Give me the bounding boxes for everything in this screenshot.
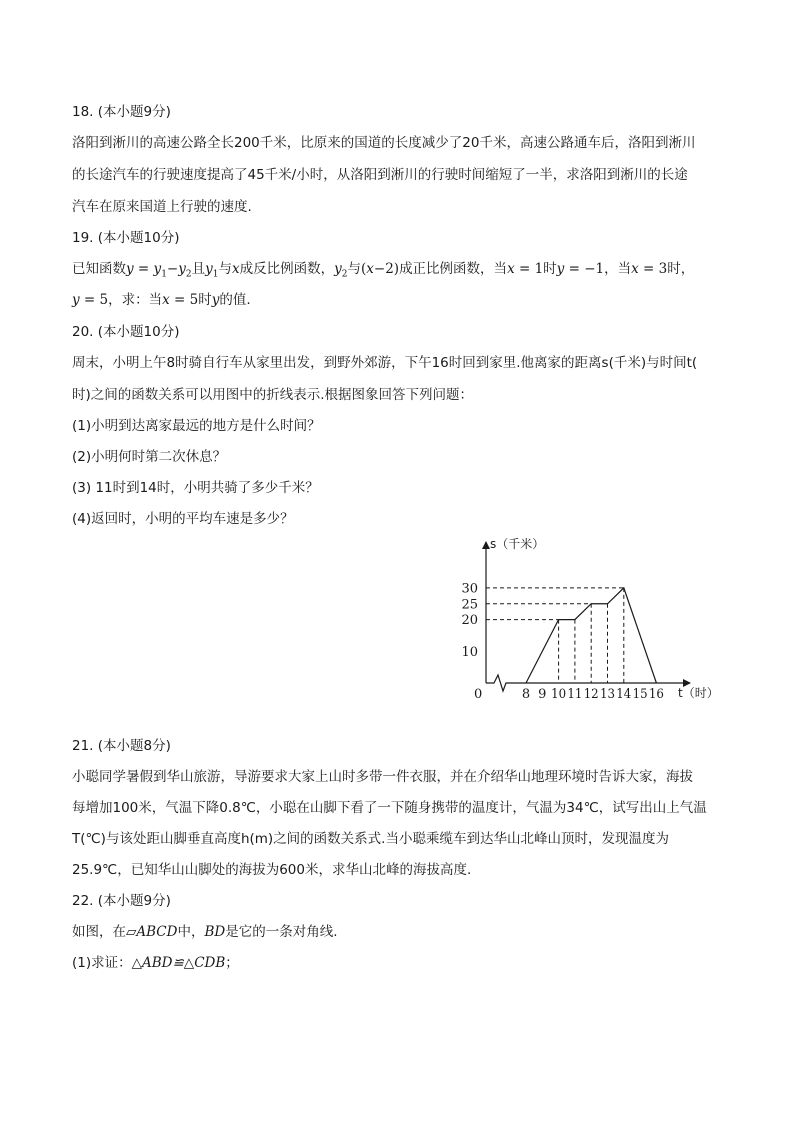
x-tick-0: 0 bbox=[474, 687, 483, 702]
x-tick-8: 8 bbox=[521, 687, 531, 702]
q21-text-line4: 25.9℃，已知华山山脚处的海拔为600米，求华山北峰的海拔高度. bbox=[72, 862, 472, 878]
y-axis-label: s（千米） bbox=[490, 537, 545, 551]
x-tick-16: 16 bbox=[648, 687, 664, 702]
q18-text-line1: 洛阳到淅川的高速公路全长200千米，比原来的国道的长度减少了20千米，高速公路通车后，洛阳到淅川 bbox=[72, 135, 696, 151]
q21-header: 21. (本小题8分) bbox=[72, 738, 171, 754]
q20-sub2: (2)小明何时第二次休息？ bbox=[72, 449, 227, 465]
x-tick-10: 10 bbox=[551, 687, 567, 702]
distance-time-graph bbox=[440, 530, 730, 710]
x-tick-12: 12 bbox=[583, 687, 599, 702]
q21-text-line3: T(℃)与该处距山脚垂直高度h(m)之间的函数关系式.当小聪乘缆车到达华山北峰山顶时，发现温度为 bbox=[72, 831, 669, 847]
y-tick-labels bbox=[461, 581, 478, 659]
x-tick-9: 9 bbox=[538, 687, 547, 702]
q22-sub1: (1)求证：△ABD≌△CDB； bbox=[72, 955, 239, 971]
q19-text-line2: y = 5，求：当x = 5时y的值. bbox=[72, 292, 251, 308]
q20-sub1: (1)小明到达离家最远的地方是什么时间？ bbox=[72, 418, 321, 434]
x-axis-label: t（时） bbox=[678, 686, 719, 700]
q18-text-line2: 的长途汽车的行驶速度提高了45千米/小时，从洛阳到淅川的行驶时间缩短了一半，求洛阳到淅川的长途 bbox=[72, 167, 688, 183]
q19-header: 19. (本小题10分) bbox=[72, 230, 180, 246]
q21-text-line1: 小聪同学暑假到华山旅游，导游要求大家上山时多带一件衣服，并在介绍华山地理环境时告诉大家，海拔 bbox=[72, 769, 693, 785]
y-tick-25: 25 bbox=[461, 597, 478, 613]
q22-text-line1: 如图，在▱ABCD中，BD是它的一条对角线. bbox=[72, 924, 338, 940]
x-tick-14: 14 bbox=[616, 687, 632, 702]
y-tick-30: 30 bbox=[461, 581, 478, 597]
y-tick-20: 20 bbox=[461, 613, 478, 629]
y-tick-10: 10 bbox=[461, 644, 478, 660]
q22-header: 22. (本小题9分) bbox=[72, 893, 171, 909]
q18-text-line3: 汽车在原来国道上行驶的速度. bbox=[72, 199, 252, 215]
q21-text-line2: 每增加100米，气温下降0.8℃，小聪在山脚下看了一下随身携带的温度计，气温为34℃，试写出山上气温 bbox=[72, 800, 707, 816]
x-tick-15: 15 bbox=[632, 687, 648, 702]
x-tick-13: 13 bbox=[600, 687, 615, 702]
q20-text-line1: 周末，小明上午8时骑自行车从家里出发，到野外郊游，下午16时回到家里.他离家的距离s(千米)与时间t( bbox=[72, 355, 698, 371]
q18-header: 18. (本小题9分) bbox=[72, 104, 171, 120]
q20-sub4: (4)返回时，小明的平均车速是多少？ bbox=[72, 511, 294, 527]
q20-text-line2: 时)之间的函数关系可以用图中的折线表示.根据图象回答下列问题： bbox=[72, 387, 474, 403]
q20-header: 20. (本小题10分) bbox=[72, 324, 180, 340]
q19-text-line1: 已知函数$y = y_1-y_2$且$y_1$与x成反比例函数，$y_2$与(x−2)成正比例函数，当x = 1时y = −1，当x = 3时， bbox=[72, 261, 695, 280]
x-tick-11: 11 bbox=[567, 687, 583, 702]
guide-lines bbox=[486, 588, 624, 683]
q20-sub3: (3) 11时到14时，小明共骑了多少千米？ bbox=[72, 480, 319, 496]
